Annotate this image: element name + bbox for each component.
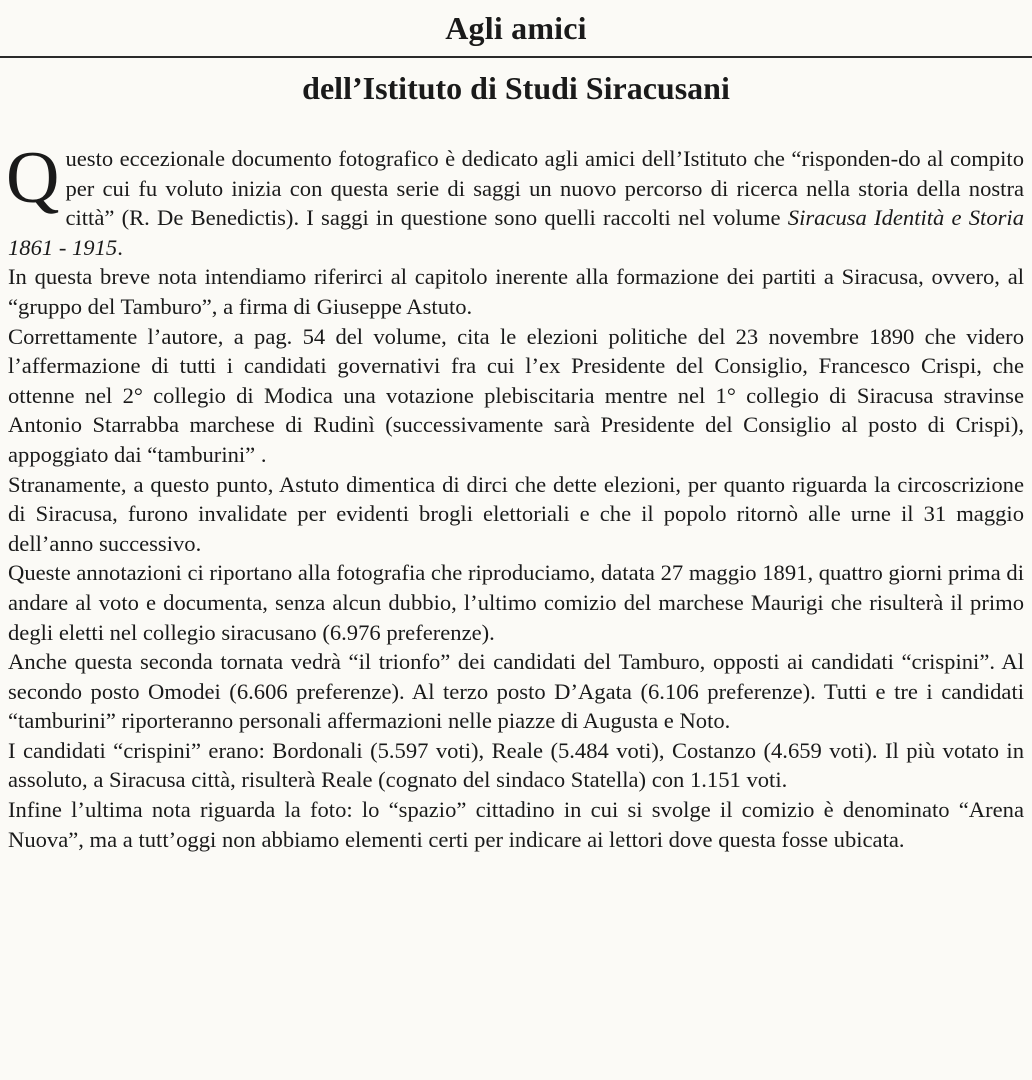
- paragraph-3: Correttamente l’autore, a pag. 54 del volume, cita le elezioni politiche del 23 novembre 1890 che videro l’affermazione di tutti i candidati governativi fra cui l’ex Presidente del Consiglio, Francesco Crispi, che ottenne nel 2° collegio di Modica una votazione plebiscitaria mentre nel 1° collegio di Siracusa stravinse Antonio Starrabba marchese di Rudinì (successivamente sarà Presidente del Consiglio al posto di Crispi), appoggiato dai “tamburini” .: [8, 323, 1024, 467]
- paragraph-2: In questa breve nota intendiamo riferirci al capitolo inerente alla formazione dei partiti a Siracusa, ovvero, al “gruppo del Tamburo”, a firma di Giuseppe Astuto.: [8, 264, 1024, 319]
- paragraph-4: Stranamente, a questo punto, Astuto dimentica di dirci che dette elezioni, per quanto riguarda la circoscrizione di Siracusa, furono invalidate per evidenti brogli elettoriali e che il popolo ritornò alle urne il 31 maggio dell’anno successivo.: [8, 471, 1024, 556]
- paragraph-1-text: uesto eccezionale documento fotografico è dedicato agli amici dell’Istituto che “risponden-do al compito per cui fu voluto inizia con questa serie di saggi un nuovo percorso di ricerca nella storia della nostra città” (R. De Benedictis). I saggi in questione sono quelli raccolti nel volume: [65, 146, 1024, 231]
- drop-cap: Q: [6, 137, 60, 219]
- page-title: Agli amici: [445, 10, 587, 46]
- paragraph-8: Infine l’ultima nota riguarda la foto: lo “spazio” cittadino in cui si svolge il comizio è denominato “Arena Nuova”, ma a tutt’oggi non abbiamo elementi certi per indicare ai lettori dove questa fosse ubicata.: [8, 797, 1024, 852]
- paragraph-5: Queste annotazioni ci riportano alla fotografia che riproduciamo, datata 27 maggio 1891, quattro giorni prima di andare al voto e documenta, senza alcun dubbio, l’ultimo comizio del marchese Maurigi che risulterà il primo degli eletti nel collegio siracusano (6.976 preferenze).: [8, 560, 1024, 645]
- page-subtitle: dell’Istituto di Studi Siracusani: [302, 70, 730, 106]
- article-body: [6, 137, 1024, 854]
- paragraph-1-end: .: [117, 234, 123, 260]
- paragraph-7: I candidati “crispini” erano: Bordonali (5.597 voti), Reale (5.484 voti), Costanzo (4.659 voti). Il più votato in assoluto, a Siracusa città, risulterà Reale (cognato del sindaco Statella) con 1.151 voti.: [8, 737, 1024, 793]
- title-divider: [0, 56, 1032, 58]
- paragraph-6: Anche questa seconda tornata vedrà “il trionfo” dei candidati del Tamburo, opposti ai candidati “crispini”. Al secondo posto Omodei (6.606 preferenze). Al terzo posto D’Agata (6.106 preferenze). Tutti e tre i candidati “tamburini” riporteranno personali affermazioni nelle piazze di Augusta e Noto.: [8, 649, 1024, 734]
- paragraph-1: [6, 137, 1024, 262]
- book-title: Siracusa Identità e Storia 1861 - 1915: [8, 205, 1024, 260]
